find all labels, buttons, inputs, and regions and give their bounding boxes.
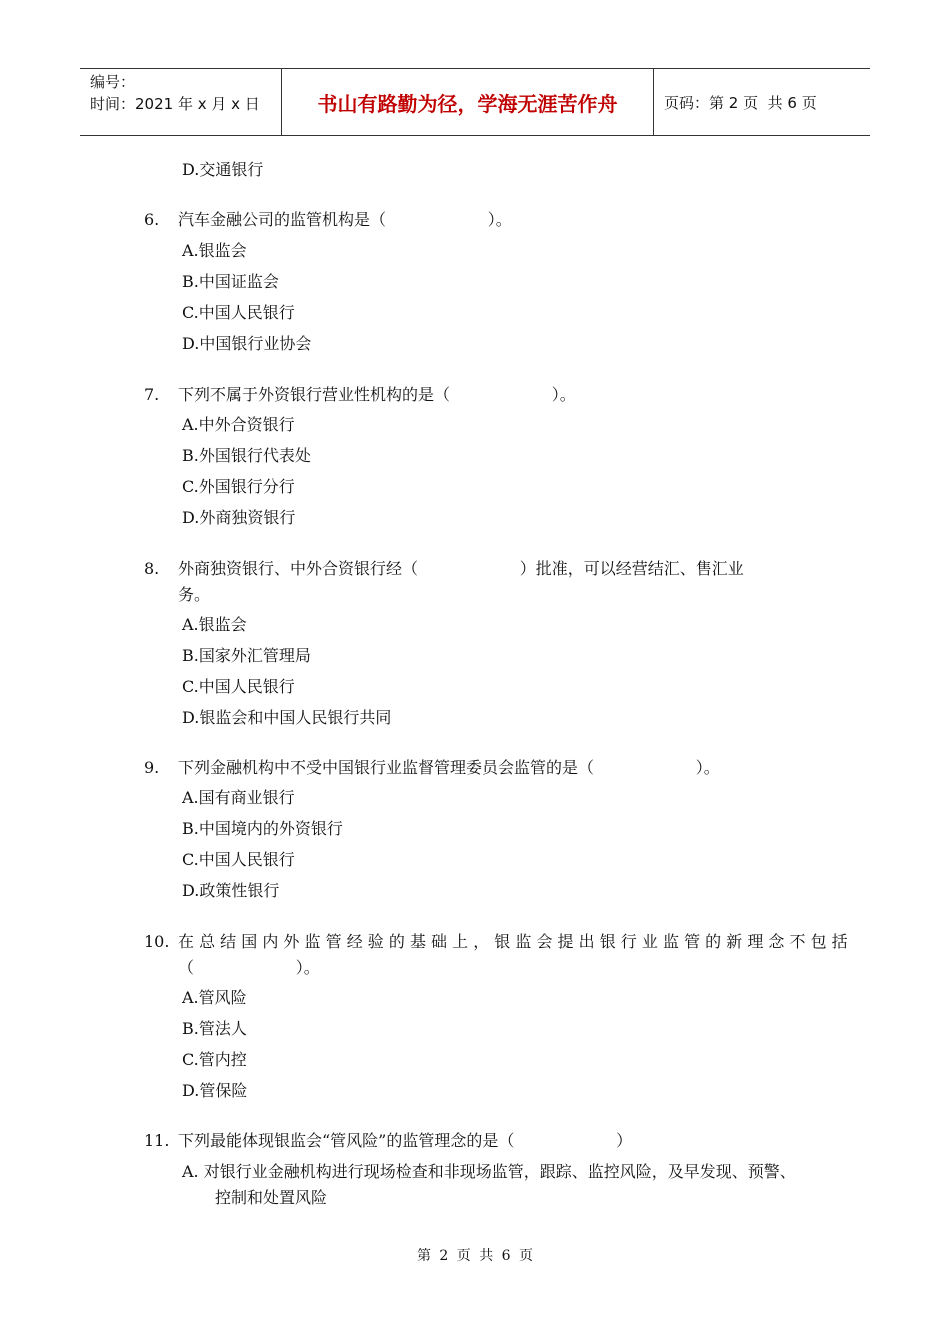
option: A.管风险 (182, 988, 247, 1007)
option: D.政策性银行 (182, 881, 280, 900)
option: B.国家外汇管理局 (182, 646, 311, 665)
option: D.外商独资银行 (182, 508, 296, 527)
question-text: 外商独资银行、中外合资银行经（ ）批准，可以经营结汇、售汇业 (178, 559, 744, 578)
option: A. 对银行业金融机构进行现场检查和非现场监管，跟踪、监控风险，及早发现、预警、 (182, 1162, 796, 1181)
question-number: 8. (144, 559, 160, 578)
header-page-info (654, 69, 870, 135)
option: C.中国人民银行 (182, 850, 295, 869)
option-continued: 控制和处置风险 (215, 1188, 328, 1207)
question-number: 7. (144, 385, 160, 404)
option: C.中国人民银行 (182, 677, 295, 696)
question-number: 9. (144, 758, 160, 777)
option: D.银监会和中国人民银行共同 (182, 708, 392, 727)
option: D.交通银行 (182, 160, 264, 179)
option: B.外国银行代表处 (182, 446, 311, 465)
option: C.外国银行分行 (182, 477, 295, 496)
page-footer: 第 2 页 共 6 页 (416, 1248, 534, 1264)
question-text-continued: （ ）。 (178, 958, 320, 977)
question-text: 下列最能体现银监会“管风险”的监管理念的是（ ） (178, 1131, 633, 1150)
option: A.国有商业银行 (182, 788, 295, 807)
option: D.中国银行业协会 (182, 334, 312, 353)
option: A.银监会 (182, 241, 247, 260)
option: A.中外合资银行 (182, 415, 295, 434)
number-label: 编号： (90, 73, 136, 91)
time-label: 时间：2021 年 x 月 x 日 (90, 95, 260, 113)
question-number: 6. (144, 210, 160, 229)
option: C.管内控 (182, 1050, 247, 1069)
page-info-text: 页码：第 2 页 共 6 页 (664, 93, 817, 112)
question-text: 在 总 结 国 内 外 监 管 经 验 的 基 础 上 ， 银 监 会 提 出 银 行 业 监 管 的 新 理 念 不 包 括 (178, 932, 848, 951)
question-text: 下列金融机构中不受中国银行业监督管理委员会监管的是（ ）。 (178, 758, 720, 777)
header-motto: 书山有路勤为径，学海无涯苦作舟 (281, 69, 654, 135)
question-text: 下列不属于外资银行营业性机构的是（ ）。 (178, 385, 576, 404)
question-text-continued: 务。 (178, 585, 211, 604)
page-header (80, 68, 870, 136)
option: B.中国证监会 (182, 272, 279, 291)
option: C.中国人民银行 (182, 303, 295, 322)
question-number: 11. (144, 1131, 170, 1150)
option: D.管保险 (182, 1081, 248, 1100)
option: B.中国境内的外资银行 (182, 819, 343, 838)
option: A.银监会 (182, 615, 247, 634)
header-meta (80, 69, 281, 135)
question-text: 汽车金融公司的监管机构是（ ）。 (178, 210, 512, 229)
option: B.管法人 (182, 1019, 247, 1038)
question-number: 10. (144, 932, 170, 951)
